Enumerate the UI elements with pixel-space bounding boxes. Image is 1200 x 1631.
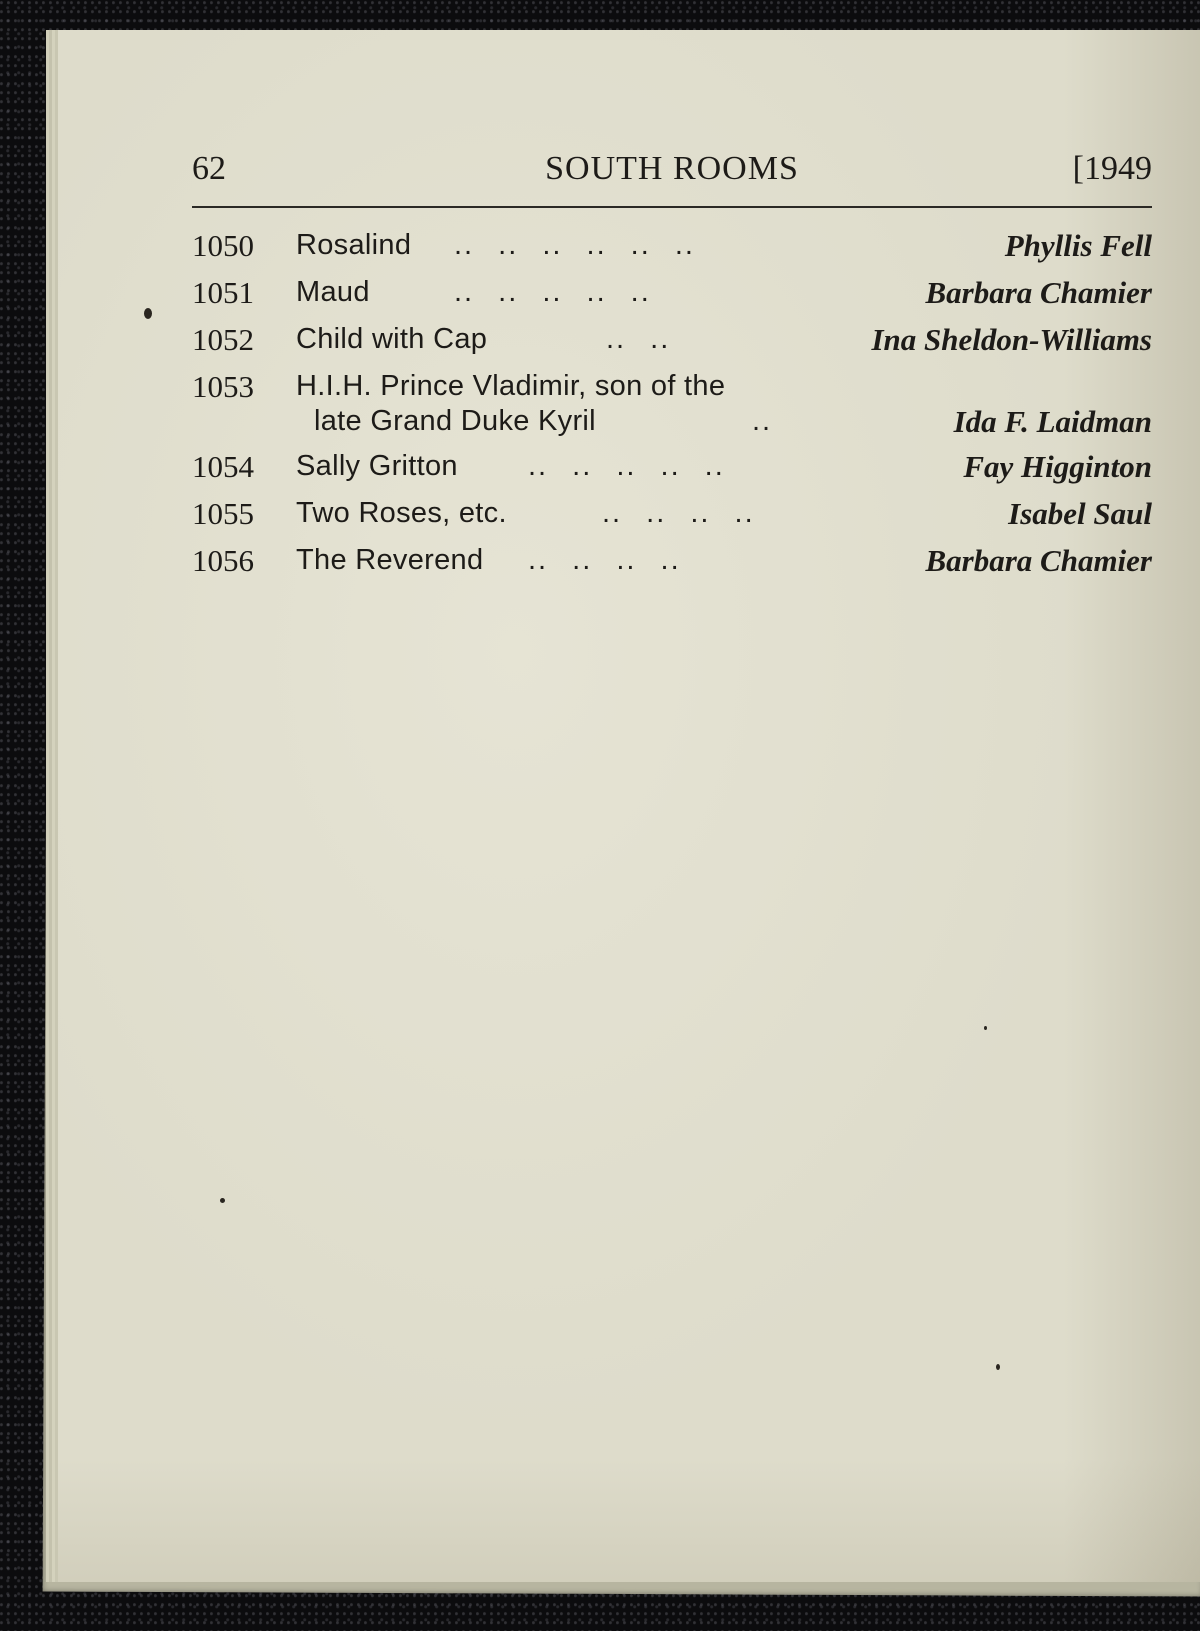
section-title: SOUTH ROOMS xyxy=(545,150,799,187)
page-number: 62 xyxy=(192,150,226,187)
entry-number: 1052 xyxy=(192,322,254,357)
ink-speck xyxy=(220,1198,225,1203)
catalogue-entry xyxy=(192,316,1152,363)
dot-leaders: .. .. .. .. xyxy=(602,497,755,529)
dot-leaders: .. .. .. .. .. .. xyxy=(454,229,695,261)
dot-leaders: .. .. .. .. .. xyxy=(454,276,651,308)
entry-artist: Barbara Chamier xyxy=(925,275,1152,310)
entry-title: Rosalind xyxy=(296,229,412,261)
running-header xyxy=(192,150,1152,200)
entry-artist: Ina Sheldon-Williams xyxy=(871,322,1152,357)
catalogue-entry xyxy=(192,490,1152,537)
entry-title: The Reverend xyxy=(296,544,484,576)
catalogue-entry xyxy=(192,537,1152,584)
header-rule xyxy=(192,206,1152,208)
catalogue-entry xyxy=(192,269,1152,316)
entry-number: 1050 xyxy=(192,228,254,263)
dot-leaders: .. .. .. .. xyxy=(528,544,681,576)
ink-speck xyxy=(984,1026,987,1030)
entry-title-continued: late Grand Duke Kyril xyxy=(314,405,596,437)
catalogue-entry xyxy=(192,363,1152,443)
entry-artist: Fay Higginton xyxy=(963,449,1152,484)
entry-artist: Isabel Saul xyxy=(1008,496,1152,531)
catalogue-list xyxy=(192,222,1152,584)
entry-number: 1051 xyxy=(192,275,254,310)
catalogue-entry xyxy=(192,222,1152,269)
entry-artist: Ida F. Laidman xyxy=(953,404,1152,439)
entry-title: H.I.H. Prince Vladimir, son of the xyxy=(296,370,726,402)
catalogue-entry xyxy=(192,443,1152,490)
dot-leaders: .. .. .. .. .. xyxy=(528,450,725,482)
year-label: [1949 xyxy=(1072,150,1152,187)
dot-leaders: .. .. xyxy=(606,323,671,355)
entry-number: 1056 xyxy=(192,543,254,578)
entry-title: Sally Gritton xyxy=(296,450,458,482)
entry-artist: Phyllis Fell xyxy=(1004,228,1152,263)
ink-speck xyxy=(144,308,152,319)
entry-number: 1055 xyxy=(192,496,254,531)
entry-number: 1053 xyxy=(192,369,254,404)
dot-leaders: .. xyxy=(752,405,773,437)
entry-title: Two Roses, etc. xyxy=(296,497,507,529)
entry-number: 1054 xyxy=(192,449,254,484)
entry-title: Child with Cap xyxy=(296,323,488,355)
ink-speck xyxy=(996,1364,1000,1370)
entry-artist: Barbara Chamier xyxy=(925,543,1152,578)
entry-title: Maud xyxy=(296,276,370,308)
book-page xyxy=(58,30,1200,1582)
